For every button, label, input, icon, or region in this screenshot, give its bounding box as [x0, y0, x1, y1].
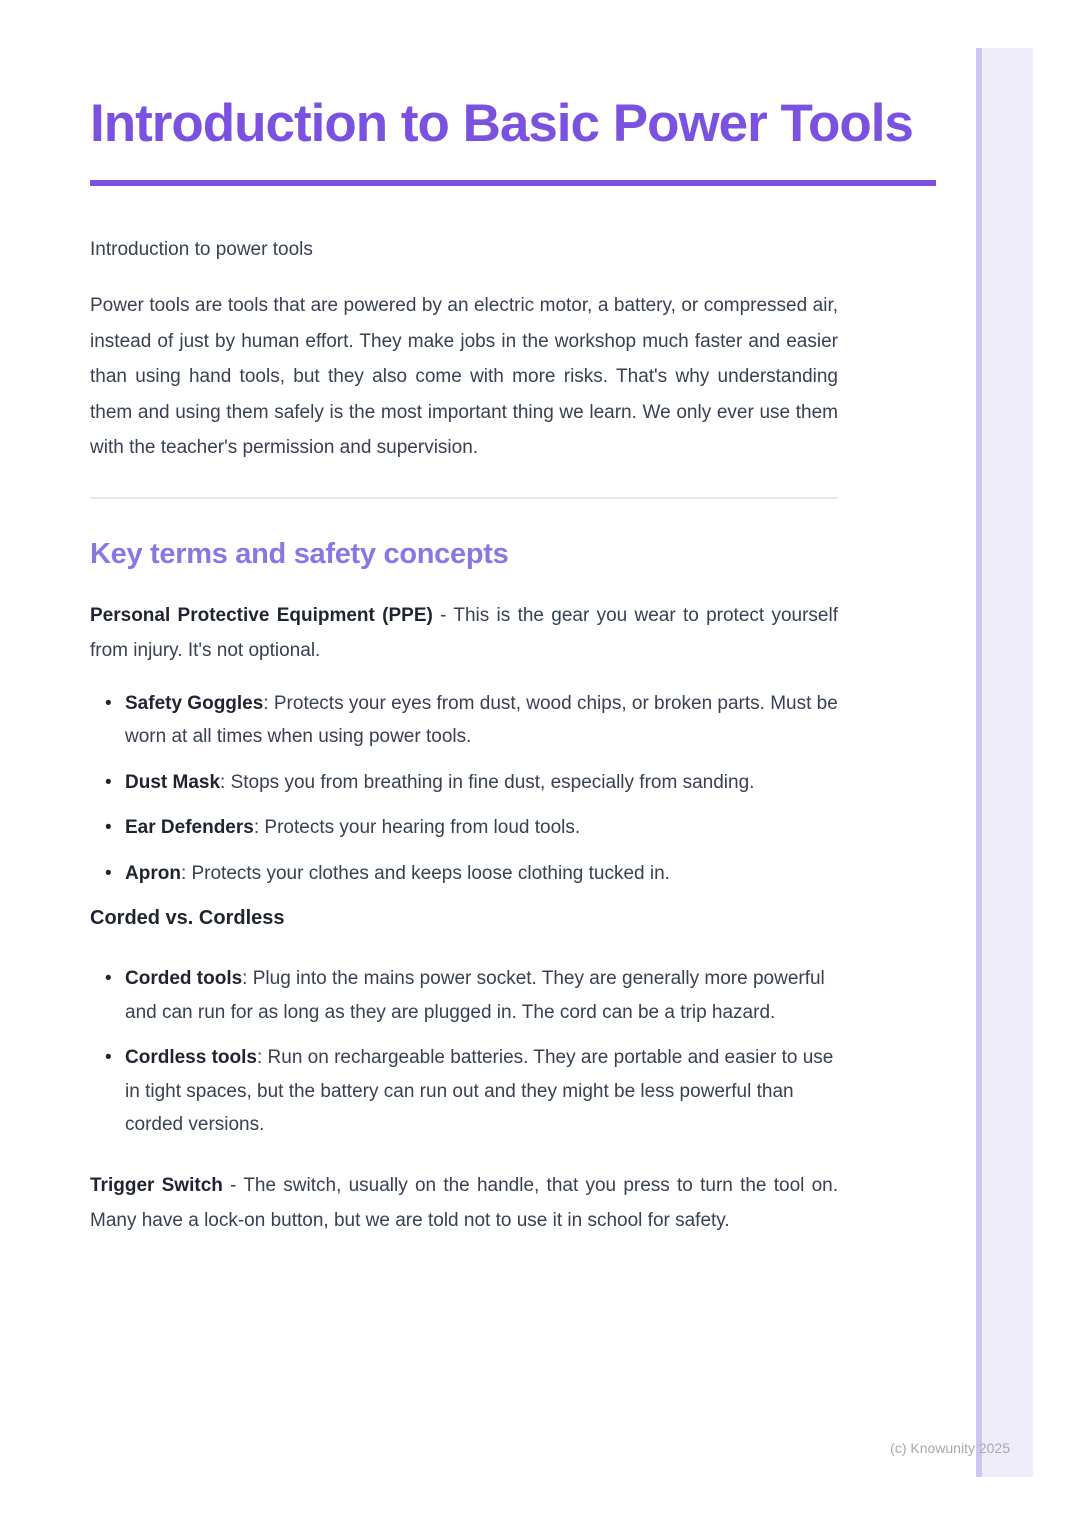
title-rule [90, 180, 936, 186]
list-item-text [125, 766, 838, 800]
ppe-definition-text: - This is the gear you wear to protect yourself from injury. It's not optional. [90, 604, 838, 662]
section-heading: Key terms and safety concepts [90, 537, 509, 570]
list-item-dust-mask [105, 766, 838, 800]
term-label: Safety Goggles [125, 692, 264, 714]
term-label: Cordless tools [125, 1047, 257, 1069]
page-edge-bar [976, 48, 1033, 1477]
list-item-text [125, 1041, 838, 1142]
list-item-safety-goggles [105, 687, 838, 754]
term-description: : Protects your hearing from loud tools. [253, 817, 581, 839]
term-description: : Plug into the mains power socket. They are generally more powerful and can run for as long as they are plugged in. The cord can be a trip hazard. [125, 968, 825, 1023]
list-item-ear-defenders [105, 811, 838, 845]
bullet-icon: • [105, 771, 112, 793]
document-content [90, 0, 936, 1239]
term-description: : Protects your eyes from dust, wood chips, or broken parts. Must be worn at all times when using power tools. [125, 692, 838, 748]
term-label: Corded tools [125, 968, 243, 990]
ppe-definition [90, 598, 838, 669]
intro-lead: Introduction to power tools [90, 239, 313, 261]
ppe-term: Personal Protective Equipment (PPE) [90, 604, 433, 626]
corded-list [90, 962, 838, 1142]
term-label: Ear Defenders [125, 817, 254, 839]
list-item-text [125, 811, 838, 845]
trigger-switch-text: - The switch, usually on the handle, that you press to turn the tool on. Many have a lock-on button, but we are told not to use it in school for safety. [90, 1174, 838, 1232]
list-item-text [125, 962, 838, 1029]
subsection-heading-corded-vs-cordless: Corded vs. Cordless [90, 907, 285, 930]
list-item-text [125, 857, 838, 891]
term-description: : Run on rechargeable batteries. They are portable and easier to use in tight spaces, but the battery can run out and they might be less powerful than corded versions. [125, 1047, 834, 1136]
list-item-text [125, 687, 838, 754]
bullet-icon: • [105, 817, 112, 839]
trigger-switch-definition [90, 1168, 838, 1239]
copyright-footer: (c) Knowunity 2025 [890, 1440, 1010, 1456]
bullet-icon: • [105, 968, 112, 990]
list-item-cordless-tools [105, 1041, 838, 1142]
bullet-icon: • [105, 862, 112, 884]
term-description: : Protects your clothes and keeps loose clothing tucked in. [180, 862, 670, 884]
list-item-apron [105, 857, 838, 891]
ppe-list [90, 687, 838, 891]
term-label: Apron [125, 862, 181, 884]
intro-paragraph: Power tools are tools that are powered by an electric motor, a battery, or compressed air, instead of just by human effort. They make jobs in the workshop much faster and easier than using hand tools, but they also come with more risks. That's why understanding them and using them safely is the most important thing we learn. We only ever use them with the teacher's permission and supervision. [90, 295, 838, 459]
list-item-corded-tools [105, 962, 838, 1029]
term-description: : Stops you from breathing in fine dust, especially from sanding. [220, 771, 755, 793]
section-divider [90, 497, 838, 499]
page-title: Introduction to Basic Power Tools [90, 94, 913, 153]
term-label: Dust Mask [125, 771, 221, 793]
bullet-icon: • [105, 692, 112, 714]
bullet-icon: • [105, 1047, 112, 1069]
trigger-switch-term: Trigger Switch [90, 1174, 223, 1196]
